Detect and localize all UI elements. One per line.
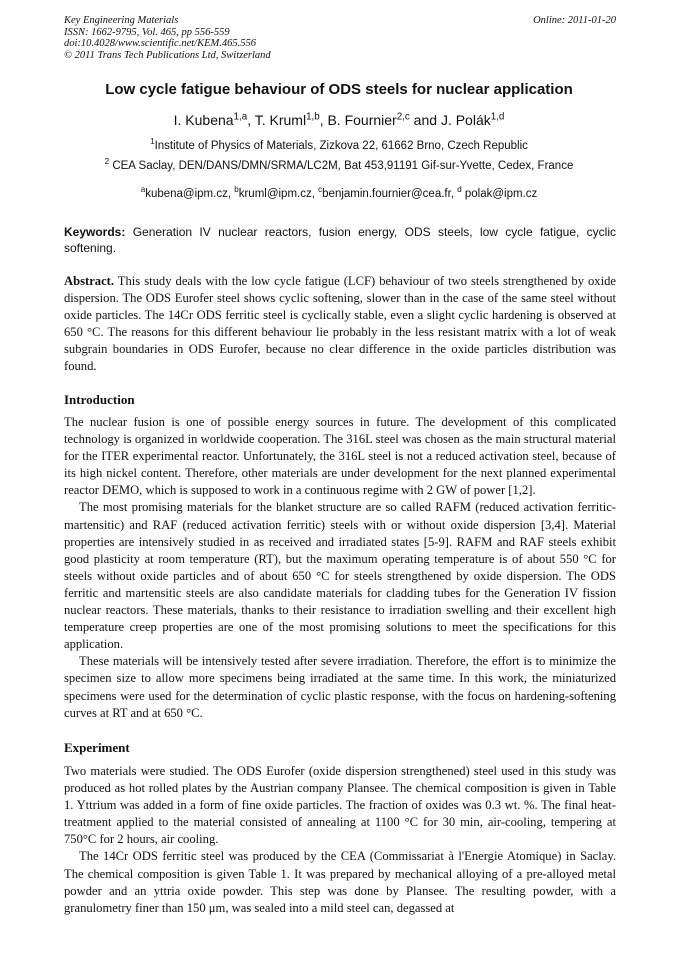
paper-title: Low cycle fatigue behaviour of ODS steels for nuclear application <box>105 81 573 98</box>
email-text: benjamin.fournier@cea.fr, <box>322 188 458 200</box>
keywords <box>64 224 616 256</box>
paragraph: Two materials were studied. The ODS Eurofer (oxide dispersion strengthened) steel used in this study was produced as hot rolled plates by the Austrian company Plansee. The chemical composition is given in Table 1. Yttrium was added in a form of fine oxide particles. The fraction of oxides was 0.3 wt. %. The final heat-treatment applied to the material consisted of annealing at 1100 °C for 30 min, air-cooling, tempering at 750°C for 2 hours, air cooling. <box>64 764 616 847</box>
section-heading-experiment: Experiment <box>64 740 130 755</box>
author-separator: and <box>409 112 441 128</box>
author-sup: 1,b <box>306 111 320 123</box>
section-heading-introduction: Introduction <box>64 392 135 407</box>
author-sup: 2,c <box>396 111 410 123</box>
email-sup: c <box>318 185 323 195</box>
email-sup: b <box>234 185 239 195</box>
online-date: Online: 2011-01-20 <box>533 15 616 26</box>
author-sup: 1,d <box>490 111 505 123</box>
email-sup: d <box>457 185 462 195</box>
doi-line: doi:10.4028/www.scientific.net/KEM.465.556 <box>64 38 256 49</box>
affiliation-1 <box>40 137 638 152</box>
affiliation-2 <box>40 157 638 172</box>
affiliation-text: CEA Saclay, DEN/DANS/DMN/SRMA/LC2M, Bat 453,91191 Gif-sur-Yvette, Cedex, France <box>109 160 574 172</box>
abstract-label: Abstract. <box>64 274 115 288</box>
affiliation-text: Institute of Physics of Materials, Zizkova 22, 61662 Brno, Czech Republic <box>154 140 528 152</box>
keywords-text: Generation IV nuclear reactors, fusion energy, ODS steels, low cycle fatigue, cyclic softening. <box>64 225 616 255</box>
copyright-line: © 2011 Trans Tech Publications Ltd, Switzerland <box>64 49 271 61</box>
experiment-body <box>64 763 616 917</box>
author-separator: , <box>319 112 328 128</box>
paragraph: The most promising materials for the blanket structure are so called RAFM (reduced activation ferritic-martensitic) and RAF (reduced activation ferritic) steels with or without oxide dispersion [3,4]. Material properties are intensively studied in as received and irradiated states [5-9]. RAFM and RAF steels exhibit good plasticity at room temperature (RT), but the maximum operating temperature is of about 550 °C for steels without oxide particles and of about 650 °C for steels strengthened by oxide dispersion. The ODS ferritic and martensitic steels are also candidate materials for cladding tubes for the Generation IV fission nuclear reactors. These materials, thanks to their resistance to irradiation swelling and their excellent high temperature creep properties are one of the most promising solutions to meet the specifications for this application. <box>64 500 616 652</box>
introduction-body <box>64 414 616 722</box>
keywords-label: Keywords: <box>64 225 126 239</box>
affiliation-sup: 2 <box>104 157 110 167</box>
email-sup: a <box>140 185 146 195</box>
abstract <box>64 273 616 376</box>
email-list <box>40 185 638 200</box>
author-name: J. Polák <box>440 112 491 128</box>
paragraph: The nuclear fusion is one of possible energy sources in future. The development of this complicated technology is organized in worldwide cooperation. The 316L steel was chosen as the main structural material for the ITER experimental reactor. Unfortunately, the 316L steel is not a reduced activation steel, because of its high nickel content. Therefore, other materials are under development for the next planned experimental reactor DEMO, which is supposed to work in a continuous regime with 2 GW of power [1,2]. <box>64 415 616 498</box>
journal-name: Key Engineering Materials <box>64 15 179 26</box>
author-sup: 1,a <box>233 111 248 123</box>
abstract-text: This study deals with the low cycle fatigue (LCF) behaviour of two steels strengthened by oxide dispersion. The ODS Eurofer steel shows cyclic softening, slower than in the case of the same steel without oxide particles. The 14Cr ODS ferritic steel is cyclically stable, even a slight cyclic hardening is observed at 650 °C. The reasons for this different behaviour lie probably in the less resistant matrix with a lot of weak subgrain boundaries in ODS Eurofer, because no clear difference in the oxide particles distribution was found. <box>64 274 616 374</box>
author-name: B. Fournier <box>327 112 397 128</box>
paragraph: The 14Cr ODS ferritic steel was produced by the CEA (Commissariat à l'Energie Atomique) in Saclay. The chemical composition is given Table 1. It was prepared by mechanical alloying of a pre-alloyed metal powder and an yttria oxide powder. This step was done by Plansee. The resulting powder, with a granulometry finer than 150 μm, was sealed into a mild steel can, degassed at <box>64 849 616 915</box>
email-text: kruml@ipm.cz, <box>238 188 319 200</box>
paragraph: These materials will be intensively tested after severe irradiation. Therefore, the effort is to minimize the specimen size to allow more specimens being irradiated at the same time. In this work, the miniaturized specimens were used for the determination of cyclic plastic response, with the focus on hardening-softening curves at RT and at 650 °C. <box>64 654 616 720</box>
issn-line: ISSN: 1662-9795, Vol. 465, pp 556-559 <box>64 26 230 38</box>
page-header <box>64 15 616 61</box>
email-text: kubena@ipm.cz, <box>145 188 235 200</box>
author-separator: , <box>247 112 255 128</box>
affiliation-sup: 1 <box>150 137 155 147</box>
email-text: polak@ipm.cz <box>461 188 538 200</box>
author-list <box>40 112 638 128</box>
author-name: T. Kruml <box>254 112 307 128</box>
author-name: I. Kubena <box>173 112 234 128</box>
